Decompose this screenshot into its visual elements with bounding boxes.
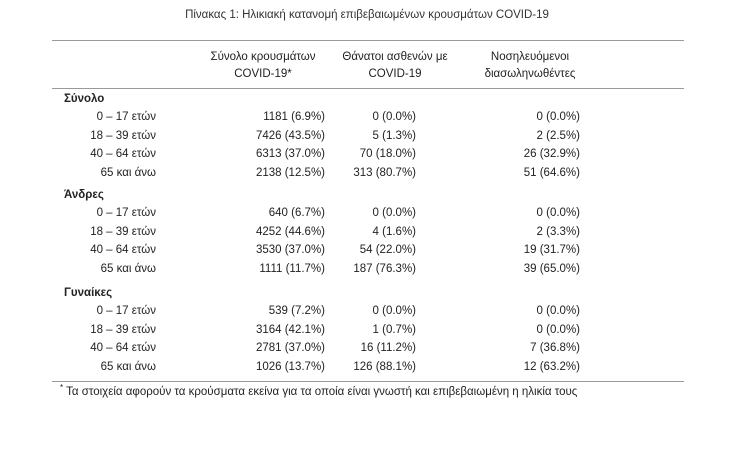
header-cases	[198, 49, 328, 83]
table-row	[0, 167, 734, 184]
deaths-cell: 4 (1.6%)	[372, 225, 416, 238]
cases-cell: 7426 (43.5%)	[255, 129, 325, 142]
age-cell: 0 – 17 ετών	[96, 111, 156, 123]
header-deaths	[335, 49, 455, 83]
header-intubated	[470, 49, 590, 83]
deaths-cell: 0 (0.0%)	[372, 305, 416, 317]
age-cell: 65 και άνω	[100, 262, 156, 275]
intubated-cell: 2 (3.3%)	[536, 225, 580, 238]
bottom-rule	[52, 381, 684, 382]
intubated-cell: 19 (31.7%)	[523, 244, 580, 256]
table-row	[0, 111, 734, 128]
deaths-cell: 5 (1.3%)	[372, 129, 416, 142]
deaths-cell: 187 (76.3%)	[353, 262, 416, 275]
intubated-cell: 0 (0.0%)	[536, 111, 580, 123]
cases-cell: 1026 (13.7%)	[255, 360, 325, 373]
intubated-cell: 0 (0.0%)	[536, 305, 580, 317]
top-rule	[52, 40, 684, 41]
intubated-cell: 7 (36.8%)	[530, 342, 580, 354]
header-intubated-line2: διασωληνωθέντες	[484, 68, 576, 80]
age-cell: 65 και άνω	[100, 166, 156, 179]
age-cell: 40 – 64 ετών	[90, 148, 156, 160]
cases-cell: 2138 (12.5%)	[255, 166, 325, 179]
table-row	[0, 148, 734, 165]
table-row	[0, 361, 734, 378]
table-row	[0, 324, 734, 341]
header-intubated-line1: Νοσηλευόμενοι	[490, 51, 570, 63]
intubated-cell: 26 (32.9%)	[523, 148, 580, 160]
age-cell: 40 – 64 ετών	[90, 342, 156, 354]
age-cell: 0 – 17 ετών	[96, 207, 156, 219]
cases-cell: 1111 (11.7%)	[259, 262, 325, 275]
table-title: Πίνακας 1: Ηλικιακή κατανομή επιβεβαιωμένων κρουσμάτων COVID-19	[185, 9, 549, 21]
header-rule	[52, 88, 684, 89]
age-cell: 18 – 39 ετών	[90, 323, 156, 336]
deaths-cell: 126 (88.1%)	[353, 360, 416, 373]
cases-cell: 2781 (37.0%)	[255, 342, 325, 354]
intubated-cell: 12 (63.2%)	[523, 360, 580, 373]
deaths-cell: 70 (18.0%)	[359, 148, 416, 160]
intubated-cell: 2 (2.5%)	[536, 129, 580, 142]
deaths-cell: 1 (0.7%)	[372, 323, 416, 336]
table-row	[0, 342, 734, 359]
footnote	[60, 383, 578, 398]
header-deaths-line1: Θάνατοι ασθενών με	[342, 51, 448, 63]
header-deaths-line2: COVID-19	[368, 68, 422, 80]
deaths-cell: 313 (80.7%)	[353, 166, 416, 179]
table-row	[0, 263, 734, 280]
table-row	[0, 244, 734, 261]
header-cases-line1: Σύνολο κρουσμάτων	[210, 51, 316, 63]
cases-cell: 640 (6.7%)	[268, 207, 325, 219]
cases-cell: 3530 (37.0%)	[255, 244, 325, 256]
group-label: Σύνολο	[64, 93, 105, 105]
age-cell: 18 – 39 ετών	[90, 129, 156, 142]
table-row	[0, 305, 734, 322]
age-cell: 40 – 64 ετών	[90, 244, 156, 256]
intubated-cell: 0 (0.0%)	[536, 207, 580, 219]
cases-cell: 539 (7.2%)	[268, 305, 325, 317]
intubated-cell: 51 (64.6%)	[523, 166, 580, 179]
age-cell: 0 – 17 ετών	[96, 305, 156, 317]
cases-cell: 3164 (42.1%)	[255, 323, 325, 336]
deaths-cell: 0 (0.0%)	[372, 207, 416, 219]
deaths-cell: 54 (22.0%)	[359, 244, 416, 256]
intubated-cell: 39 (65.0%)	[523, 262, 580, 275]
table-row	[0, 226, 734, 243]
group-label: Άνδρες	[64, 189, 104, 201]
deaths-cell: 16 (11.2%)	[360, 342, 416, 354]
cases-cell: 1181 (6.9%)	[263, 111, 325, 123]
cases-cell: 6313 (37.0%)	[255, 148, 325, 160]
footnote-text: Τα στοιχεία αφορούν τα κρούσματα εκείνα για τα οποία είναι γνωστή και επιβεβαιωμένη η ηλικία τους	[66, 386, 578, 398]
table-row	[0, 130, 734, 147]
header-cases-line2: COVID-19*	[234, 68, 292, 80]
age-cell: 65 και άνω	[100, 360, 156, 373]
deaths-cell: 0 (0.0%)	[372, 111, 416, 123]
footnote-marker: *	[60, 383, 64, 392]
age-cell: 18 – 39 ετών	[90, 225, 156, 238]
cases-cell: 4252 (44.6%)	[255, 225, 325, 238]
group-label: Γυναίκες	[64, 287, 113, 299]
intubated-cell: 0 (0.0%)	[536, 323, 580, 336]
table-row	[0, 207, 734, 224]
